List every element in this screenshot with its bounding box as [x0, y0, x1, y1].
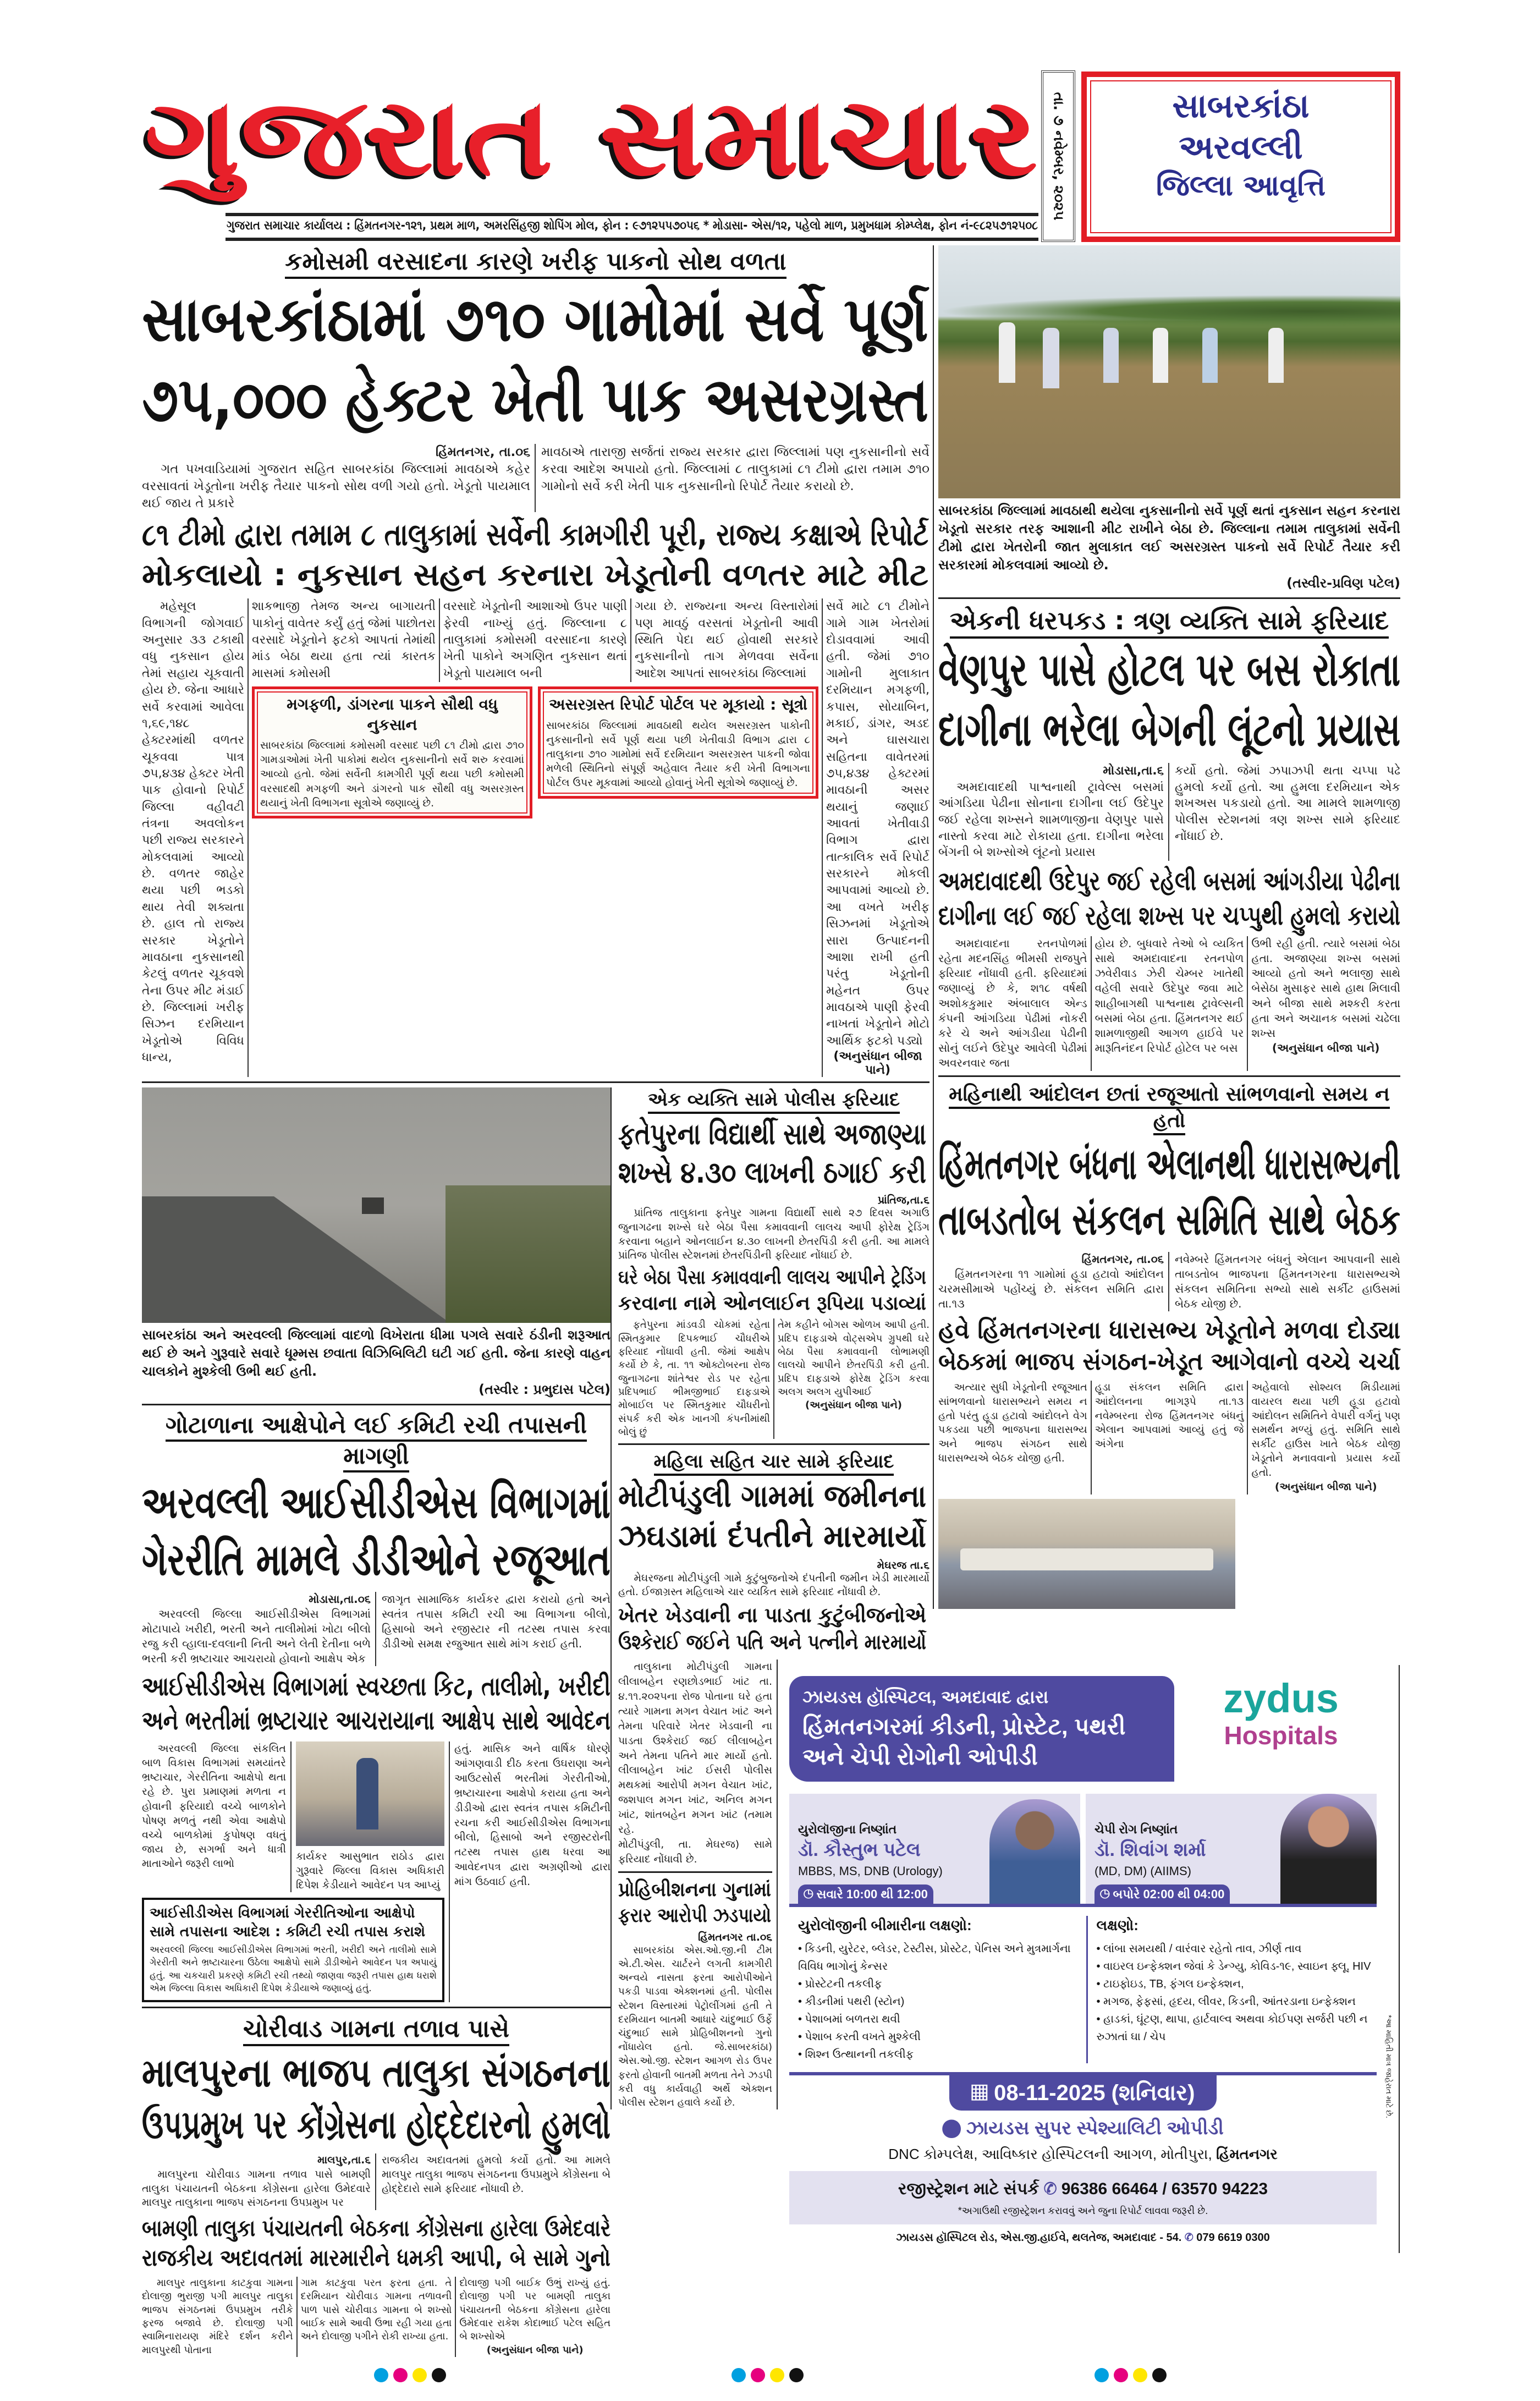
lead-column-1: મહેસૂલ વિભાગની જોગવાઈ અનુસાર ૩૩ ટકાથી વધુ નુકસાન હોય તેમાં સહાય ચૂકવાતી હોય છે. જેના આધારે સર્વે કરવામાં આવેલા ૧,૬૯,૧૪૮ હેક્ટરમાંથી વળતર ચૂકવવા પાત્ર ૭૫,૪૩૪ હેક્ટર ખેતી પાક હોવાનો રિપોર્ટ જિલ્લા વહીવટી તંત્રના અવલોકન પછી રાજ્ય સરકારને મોકલવામાં આવ્યો છે. વળતર જાહેર થયા પછી ભડકો થાય તેવી શક્યતા છે. હાલ તો રાજ્ય સરકાર ખેડૂતોને માવઠાના નુકસાનથી કેટલું વળતર ચૂકવશે તેના ઉપર મીટ મંડાઈ છે. જિલ્લામાં ખરીફ સિઝન દરમિયાન ખેડૂતોએ વિવિધ ધાન્ય, [142, 600, 244, 1065]
fraud-subhead-2: કરવાના નામે ઓનલાઈન રૂપિયા પડાવ્યાં [618, 1292, 926, 1315]
edition-line-1: સાબરકાંઠા [1172, 87, 1310, 125]
registration-note: *અગાઉથી રજીસ્ટ્રેશન કરાવવું અને જુના રિપોર્ટ લાવવા જરૂરી છે. [958, 2205, 1208, 2216]
malpur-column-2: ગામ કાટકુવા પરત ફરતા હતા. તે દરમિયાન ચોરીવાડ ગામના તળાવની પાળ પાસે ચોરીવાડ ગામના બે શખ્સો બાઈક સામે આવી ઉભા રહી ગયા હતા અને દોલાજી પગીને રોકી રાખ્યા હતા. [298, 2277, 457, 2357]
icds-kicker: ગોટાળાના આક્ષેપોને લઈ કમિટી રચી તપાસની માગણી [166, 1411, 587, 1473]
malpur-headline-1: માલપુરના ભાજપ તાલુકા સંગઠનના [142, 2050, 610, 2096]
symptoms-right [1088, 1916, 1377, 2063]
fraud-kicker: એક વ્યક્તિ સામે પોલીસ ફરિયાદ [648, 1089, 900, 1114]
robbery-story [938, 603, 1400, 1071]
doctor-card-2 [1086, 1794, 1377, 1904]
icds-intro-2: જાગૃત સામાજિક કાર્યકર દ્વારા કરાયો હતો અને સ્વતંત્ર તપાસ કમિટી રચી આ વિભાગના બીલો, હિસાબો અને રજીસ્ટાર ની તટસ્થ તપાસ કરવા ડીડીઓ સમક્ષ રજુઆત સાથે માંગ કરાઈ હતી. [382, 1592, 610, 1650]
robbery-dateline: મોડાસા,તા.૬ [1103, 764, 1164, 778]
doctor-1-name: ડૉ. કૌસ્તુભ પટેલ [798, 1839, 921, 1861]
reg-mark-black [432, 2368, 446, 2382]
robbery-column-1: અમદાવાદના રતનપોળમાં રહેતા મદનસિંહ ભીમસી રાજપુતે ફરિયાદ નોંધાવી હતી. ફરિયાદમાં જણાવ્યું છે કે, શ૧૮ વર્ષથી અશોકકુમાર અંબાલાલ એન્ડ કંપની આંગડિયા પેઢીમાં નોકરી કરે ચે અને આંગડીયા પેઢીની સોનું લઈને ઉદેપુર આવેલી પેઢીમાં અવરનવાર જતા [938, 936, 1087, 1070]
lead-headline-1: સાબરકાંઠામાં ૭૧૦ ગામોમાં સર્વે પૂર્ણ [142, 284, 928, 356]
doctor-1-role: યુરોલૉજીના નિષ્ણાંત [798, 1822, 897, 1837]
ad-address [789, 2144, 1377, 2164]
box-report-portal [538, 686, 818, 798]
symptoms-right-title: લક્ષણો: [1096, 1917, 1138, 1934]
icds-inquiry-box [142, 1898, 444, 2002]
edition-line-2: અરવલ્લી [1179, 128, 1303, 167]
assault-subhead-1: ખેતર ખેડવાની ના પાડતા કુટુંબીજનોએ [618, 1602, 926, 1627]
fraud-headline-2: શખ્સે ૪.૩૦ લાખની ઠગાઈ કરી [618, 1155, 926, 1190]
zydus-hospital-ad [784, 1665, 1400, 2253]
icds-intro-1: અરવલ્લી જિલ્લા આઈસીડીએસ વિભાગમાં મોટાપાયે ખરીદી, ભરતી અને તાલીમોમાં ખોટા બીલો રજુ કરી વ્હાલા-દવલાની નિતી અને લેતી દેતીના બળે ભરતી કરી ભ્રષ્ટાચાર આચરાયો હોવાનો આક્ષેપ એક [142, 1607, 371, 1665]
icds-memorandum-photo [296, 1741, 444, 1846]
bandh-subhead-2: બેઠકમાં ભાજપ સંગઠન-ખેડૂત આગેવાનો વચ્ચે ચર્ચા [938, 1347, 1400, 1376]
icds-headline-2: ગેરરીતિ મામલે ડીડીઓને રજૂઆત [142, 1534, 610, 1585]
lead-column-5: સર્વે માટે ૮૧ ટીમોને ગામે ગામ ખેતરોમાં દોડાવવામાં આવી હતી. જેમાં ૭૧૦ ગામોની મુલાકાત દરમિયાન મગફળી, કપાસ, સોયાબિન, મકાઈ, ડાંગર, અડદ અને ઘાસચારા સહિતના વાવેતરમાં ૭૫,૪૩૪ હેક્ટરમાં માવઠાની અસર થયાનું જણાઈ આવતાં ખેતીવાડી વિભાગ દ્વારા તાત્કાલિક સર્વે રિપોર્ટ સરકારને મોકલી આપવામાં આવ્યો છે. આ વખતે ખરીફ સિઝનમાં ખેડૂતોએ સારા ઉત્પાદનની આશા રાખી હતી પરંતુ ખેડૂતોની મહેનત ઉપર માવઠાએ પાણી ફેરવી નાખતાં ખેડૂતોને મોટો આર્થિક ફટકો પડ્યો [826, 600, 930, 1048]
ad-registration-panel [789, 2171, 1377, 2224]
reg-mark-yellow [770, 2368, 784, 2382]
lead-headline-2: ૭૫,૦૦૦ હેક્ટર ખેતી પાક અસરગ્રસ્ત [142, 364, 928, 436]
doctor-2-time-badge [1094, 1884, 1230, 1904]
fog-photo-caption: સાબરકાંઠા અને અરવલ્લી જિલ્લામાં વાદળો વિખેરાતા ધીમા પગલે સવારે ઠંડીની શરૂઆત થઈ છે અને ગુરૂવારે સવારે ધૂમ્મસ છવાતા વિઝિબિલિટી ઘટી ગઈ હતી. જેના કારણે વાહન ચાલકોને મુશ્કેલી ઉભી થઈ હતી. [142, 1327, 610, 1380]
lead-story [142, 245, 930, 1077]
reg-mark-cyan [1094, 2368, 1109, 2382]
reg-mark-yellow [1133, 2368, 1147, 2382]
bandh-kicker: મહિનાથી આંદોલન છતાં રજૂઆતો સાંભળવાનો સમય ન હતો [949, 1083, 1390, 1136]
malpur-intro-1: માલપુરના ચોરીવાડ ગામના તળાવ પાસે બામણી તાલુકા પંચાયતની બેઠકના કોંગ્રેસના હારેલા ઉમેદવારે માલપુર તાલુકાના ભાજપ સંગઠનના ઉપપ્રમુખ પર [142, 2168, 371, 2209]
ad-venue [789, 2116, 1377, 2141]
fraud-dateline: પ્રાંતિજ,તા.૬ [877, 1194, 930, 1207]
prohibition-dateline: હિંમતનગર તા.૦૬ [698, 1931, 772, 1943]
prohibition-headline-2: ફરાર આરોપી ઝડપાયો [618, 1904, 771, 1927]
symptoms-left-title: યુરોલૉજીની બીમારીના લક્ષણો: [798, 1917, 972, 1934]
ad-address-text: DNC કોમ્પલેક્ષ, આવિષ્કાર હોસ્પિટલની આગળ, મોતીપુરા, [888, 2146, 1212, 2163]
bandh-column-2: હૂડા સંકલન સમિતિ દ્વારા આંદોલનના ભાગરૂપે તા.૧૩ નવેમ્બરના રોજ હિંમતનગર બંધનું એલાન આપવામાં આવ્યું હતું જે અંગેના [1094, 1381, 1244, 1451]
robbery-column-3: ઉભી રહી હતી. ત્યારે બસમાં બેઠા હતા. અજાણ્યા શખ્સ બસમાં આવ્યો હતો અને ભલાજી સાથે બેસેઠા મુસાફર સાથે હાથ મિલાવી અને બીજા સાથે મશ્કરી કરતા હતા અને અચાનક બસમાં ચઢેલા શખ્સ [1251, 936, 1401, 1040]
farm-photo-credit: (તસ્વીર-પ્રવિણ પટેલ) [1286, 575, 1400, 591]
doctor-card-1 [789, 1794, 1080, 1904]
ad-side-note [1382, 1962, 1395, 2171]
edition-box [1081, 72, 1400, 242]
bandh-story [938, 1081, 1400, 1609]
symptom-item: • પેશાબ કરતી વખતે મુશ્કેલી [798, 2030, 921, 2043]
bandh-column-3: અહેવાલો સોશ્યલ મિડીયામાં વાયરલ થયા પછી હૂડા હટાવો આંદોલન સમિતિને વેપારી વર્ગનું પણ સમર્થન મળ્યું હતું. સમિતિ સાથે સર્કીટ હાઉસ ખાતે બેઠક યોજી ખેડૂતોને મનાવવાનો પ્રયાસ કર્યો હતો. [1251, 1381, 1401, 1479]
lead-kicker: કમોસમી વરસાદના કારણે ખરીફ પાકનો સોથ વળતા [285, 248, 786, 279]
prohibition-text: સાબરકાંઠા એસ.ઓ.જી.ની ટીમ એ.ટી.એસ. ચાર્ટરને લગતી કામગીરી અન્વયે નાસતા ફરતા આરોપીઓને પકડી પાડવા એક્શનમાં હતી. પોલીસ સ્ટેશન વિસ્તારમાં પેટ્રોલીંગમાં હતી તે દરમિયાન બાતમી આધારે ચાંદુભાઈ ઉર્ફે ચંદુભાઈ સામે પ્રોહિબીશનનો ગુનો નોંધાયેલ હતો. જે.સાબરકાંઠા) એસ.ઓ.જી. સ્ટેશન આગળ રોડ ઉપર ફરતો હોવાની બાતમી મળતા તેને ઝડપી કરી વધુ કાર્યવાહી અર્થે એક્શન પોલીસ સ્ટેશન હવાલે કર્યો છે. [618, 1944, 772, 2108]
robbery-intro-1: અમદાવાદથી પાશ્વનાથી ટ્રાવેલ્સ બસમાં આંગડિયા પેઢીના સોનાના દાગીના લઈ ઉદેપુર જઈ રહેલા શખ્સને શામળાજીના વેણપુર પાસે નાસ્તો કરવા માટે રોકાયા હતા. દાગીના ભરેલા બેંગની બે શખ્સોએ લૂંટનો પ્રયાસ [938, 780, 1164, 860]
fraud-column-1: ફતેપુરના માંડવડી ચોકમાં રહેતા સ્મિતકુમાર દિપકભાઈ ચૌધરીએ ફરિયાદ નોંધાવી હતી. જેમાં આક્ષેપ કર્યો છે કે, તા. ૧૧ ઓક્ટોબરના રોજ જુનાગઢના શાંતેશ્વર રોડ પર રહેતા પ્રદિપભાઈ ભીમજીભાઈ દાફડાએ મોબાઈલ પર સ્મિતકુમાર ચૌધરીનો સંપર્ક કરી એક ખાનગી કંપનીમાંથી બોલું છું [618, 1319, 770, 1438]
symptom-item: • કિડની, યુરેટર, બ્લેડર, ટેસ્ટીસ, પ્રોસ્ટેટ, પેનિસ અને મુત્રમાર્ગના વિવિધ ભાગોનું કેન્સર [798, 1942, 1071, 1973]
symptom-item: • કીડનીમાં પથરી (સ્ટોન) [798, 1995, 905, 2008]
prohibition-headline-1: પ્રોહિબીશનના ગુનામાં [618, 1878, 771, 1902]
date-strip [1041, 70, 1075, 242]
icds-subhead-2: અને ભરતીમાં ભ્રષ્ટાચાર આચરાયાના આક્ષેપ સાથે આવેદન [142, 1705, 610, 1737]
reg-mark-cyan [732, 2368, 746, 2382]
icds-column-1: અરવલ્લી જિલ્લા સંકલિત બાળ વિકાસ વિભાગમાં સમયાંતરે ભ્રષ્ટાચાર, ગેરરીતિના આક્ષેપો થતા રહે છે. પુરા પ્રમાણમાં મળતા ન હોવાની ફરિયાદો વચ્ચે બાળકોને પોષણ મળતું નથી એવા આક્ષેપો વચ્ચે બાળકોમાં કુપોષણ વધતું જાય છે, સગર્ભા અને ધાત્રી માતાઓને જરૂરી લાભો [142, 1742, 286, 1870]
lead-intro-2: માવઠાએ તારાજી સર્જતાં રાજ્ય સરકાર દ્વારા જિલ્લામાં પણ નુકસાનીનો સર્વે કરવા આદેશ અપાયો હતો. જિલ્લામાં ૮ તાલુકામાં ૮૧ ટીમો દ્વારા તમામ ૭૧૦ ગામોનો સર્વે કરી ખેતી પાક નુકસાનીનો રિપોર્ટ તૈયાર કરાયો છે. [541, 444, 930, 493]
assault-intro: મેઘરજના મોટીપંડુલી ગામે કુટુંબુજનોએ દંપતીની જમીન ખેડી મારમાર્યો હતો. ઈજાગ્રસ્ત મહિલાએ ચાર વ્યકિત સામે ફરિયાદ નોંધાવી છે. [618, 1572, 930, 1598]
reg-mark-yellow [413, 2368, 427, 2382]
box2-text: સાબરકાંઠા જિલ્લામાં માવઠાથી થયેલ અસરગ્રસ્ત પાકોની નુકસાનીનો સર્વે પૂર્ણ થયા પછી ખેતીવાડી વિભાગ દ્વારા ૮ તાલુકાના ૭૧૦ ગામોમાં સર્વે દરમિયાન અસરગ્રસ્ત પાકની જોવા મળેલી સ્થિતિનો સંપૂર્ણ અહેવાલ તૈયાર કરી ખેતી વિભાગના પોર્ટલ ઉપર મૂકવામાં આવ્યો હોવાનું ખેતી સૂત્રોએ જણાવ્યું છે. [546, 719, 810, 789]
malpur-headline-2: ઉપપ્રમુખ પર કોંગ્રેસના હોદ્દેદારનો હુમલો [142, 2101, 610, 2147]
fog-road-photo [142, 1087, 610, 1323]
assault-column-1: તાલુકાના મોટીપંડુલી ગામના લીલાબહેન રણછોડભાઈ ખાંટ તા. ૪.૧૧.૨૦૨૫ના રોજ પોતાના ઘરે હતા ત્યારે ગામના મગન વેચાત ખાંટ અને તેમના પરિવારે ખેતર ખેડવાની ના પાડતા ઉશ્કેરાઈ જઈ લીલાબહેન અને તેમના પતિને માર માર્યો હતો. લીલાબહેન ખાંટ ઈસરી પોલીસ મથકમાં આરોપી મગન વેચાત ખાંટ, જશપાલ મગન ખાંટ, અનિલ મગન ખાંટ, શાંતબહેન મગન ખાંટ (તમામ રહે. [618, 1660, 772, 1836]
icds-headline-1: અરવલ્લી આઈસીડીએસ વિભાગમાં [142, 1476, 610, 1528]
malpur-continued: (અનુસંધાન બીજા પાને) [486, 2344, 584, 2356]
reg-mark-magenta [393, 2368, 408, 2382]
farm-photo-caption: સાબરકાંઠા જિલ્લામાં માવઠાથી થયેલા નુકસાનીનો સર્વે પૂર્ણ થતાં નુકસાન સહન કરનારા ખેડૂતો સરકાર તરફ આશાની મીટ રાખીને બેઠા છે. જિલ્લાના તમામ તાલુકામાં સર્વેની ટીમો દ્વારા ખેતરોની જાત મુલાકાત લઈ અસરગ્રસ્ત પાકનો સર્વે રિપોર્ટ તૈયાર કરી સરકારમાં મોકલવામાં આવ્યો છે. [938, 503, 1400, 573]
location-pin-icon: ⬤ [942, 2117, 966, 2139]
lead-column-4: ગયા છે. રાજ્યના અન્ય વિસ્તારોમાં પણ માવઠું વરસતાં ખેડૂતોની આવી સ્થિતિ પેદા થઈ હોવાથી સરકારે નુકસાનીનો તાગ મેળવવા સર્વેના આદેશ આપતાં સાબરકાંઠા જિલ્લામાં [635, 600, 818, 680]
lead-continued: (અનુસંધાન બીજા પાને) [833, 1050, 922, 1078]
ad-title-banner [789, 1676, 1174, 1782]
reg-mark-magenta [751, 2368, 765, 2382]
doctor-1-degree: MBBS, MS, DNB (Urology) [798, 1864, 943, 1878]
ad-address-city: હિંમતનગર [1216, 2146, 1278, 2163]
doctor-1-photo [989, 1799, 1080, 1904]
lead-column-2: શાકભાજી તેમજ અન્ય બાગાયતી પાકોનું વાવેતર કર્યું હતું જેમાં પાછોતરા વરસાદે ખેડૂતોને ફટકો આપતાં તેમાંથી માંડ બેઠા થયા હતા ત્યાં કારતક માસમાં કમોસમી [252, 598, 440, 682]
newspaper-title: ગુજરાત સમાચાર [144, 75, 1038, 200]
masthead-logo [144, 70, 1038, 211]
bandh-continued: (અનુસંધાન બીજા પાને) [1274, 1480, 1377, 1493]
symptom-item: • ટાઇફોઇડ, TB, ફંગલ ઇન્ફેક્શન, [1096, 1977, 1244, 1990]
doctor-2-degree: (MD, DM) (AIIMS) [1094, 1864, 1191, 1878]
malpur-column-1: માલપુર તાલુકાના કાટકુવા ગામના દોલાજી ભુરાજી પગી માલપુર તાલુકા ભાજપ સંગઠનમાં ઉપપ્રમુખ તરીકે ફરજ બજાવે છે. દોલાજી પગી સ્વામિનારાયણ મંદિરે દર્શન કરીને માલપુરથી પોતાના [142, 2277, 293, 2356]
symptom-item: • વાઇરલ ઇન્ફેક્શન જેવાં કે ડેન્ગ્યુ, કોવિડ-૧૯, સ્વાઇન ફ્લૂ, HIV [1096, 1960, 1371, 1973]
reg-mark-black [1152, 2368, 1167, 2382]
symptoms-left [789, 1916, 1088, 2063]
ad-date-badge [949, 2075, 1217, 2111]
reg-mark-black [789, 2368, 804, 2382]
doctor-2-name: ડૉ. શિવાંગ શર્મા [1094, 1839, 1206, 1861]
bandh-dateline: હિંમતનગર, તા.૦૬ [1081, 1252, 1164, 1266]
robbery-headline-2: દાગીના ભરેલા બેગની લૂંટનો પ્રયાસ [938, 702, 1400, 756]
malpur-kicker: ચોરીવાડ ગામના તળાવ પાસે [243, 2015, 509, 2046]
fraud-story [618, 1087, 930, 1439]
registration-marks [0, 2368, 1540, 2382]
reg-mark-magenta [1114, 2368, 1128, 2382]
bandh-headline-1: હિંમતનગર બંધના એલાનથી ધારાસભ્યની [938, 1139, 1400, 1189]
footer-phone: 079 6619 0300 [1196, 2232, 1270, 2244]
footer-address: ઝાયડસ હૉસ્પિટલ રોડ, એસ.જી.હાઈવે, થલતેજ, અમદાવાદ - 54. [896, 2232, 1182, 2244]
phone-icon: ✆ [1184, 2232, 1197, 2244]
icds-box-text: અરવલ્લી જિલ્લા આઈસીડીએસ વિભાગમાં ભરતી, ખરીદી અને તાલીમો સામે ગેરરીતી અને ભ્રષ્ટાચારના ઉઠેલા આક્ષેપો સામે ડીડીઓને આવેદન પત્ર અપાયું હતું. આ ચકચારી પ્રકરણે કમિટી રચી તથ્યો જાણવા જરૂરી તપાસ હાથ ધરાશે એમ જિલ્લા વિકાસ અધિકારી દિપેશ કેડીયાએ જણાવ્યું હતું. [150, 1944, 437, 1995]
robbery-intro-2: કર્યો હતો. જેમાં ઝપાઝપી થતા ચપ્પા પઢે હુમલો કર્યો હતો. આ હુમલા દરમિયાન એક શખઅસ પકડાયો હતો. આ મામલે શામળાજી પોલીસ સ્ટેશનમાં ત્રણ શખ્સ સામે ફરિયાદ નોંધાઈ છે. [1175, 764, 1400, 843]
side-note-text: *આ માહિતી માત્ર જાહેરાત માટે છે. [1384, 2014, 1394, 2118]
bandh-subhead-1: હવે હિંમતનગરના ધારાસભ્ય ખેડૂતોને મળવા દોડ્યા [938, 1316, 1400, 1344]
bandh-intro-2: નવેમ્બરે હિંમતનગર બંધનું એલાન આપવાની સાથે તાબડતોબ ભાજપના હિંમતનગરના ધારાસભ્યએ સંકલન સમિતિના સભ્યો સાથે સર્કીટ હાઉસમાં બેઠક યોજી છે. [1175, 1252, 1400, 1310]
assault-story [618, 1449, 930, 1656]
symptom-item: • પેશાબમાં બળતરા થવી [798, 2013, 900, 2025]
icds-box-title: આઈસીડીએસ વિભાગમાં ગેરરીતિઓના આક્ષેપો સામે તપાસના આદેશ : કમિટી રચી તપાસ કરાશે [150, 1905, 426, 1941]
malpur-dateline: માલપુર,તા.૬ [317, 2154, 371, 2167]
issue-date: તા. ૭ નવેમ્બર, ૨૦૨૫ [1050, 92, 1067, 221]
assault-headline-2: ઝઘડામાં દંપતીને મારમાર્યો [618, 1518, 926, 1554]
robbery-subhead-1: અમદાવાદથી ઉદેપુર જઈ રહેલી બસમાં આંગડીયા પેઢીના [938, 866, 1400, 897]
lead-intro-1: ગત પખવાડિયામાં ગુજરાત સહિત સાબરકાંઠા જિલ્લામાં માવઠાએ કહેર વરસાવતાં ખેડૂતોના ખરીફ તૈયાર પાકનો સોથ વળી ગયો હતો. ખેડૂતો પાયમાલ થઈ જાય તે પ્રકારે [142, 461, 530, 510]
ad-title-1: હિંમતનગરમાં કીડની, પ્રોસ્ટેટ, પથરી [802, 1713, 1126, 1740]
bandh-column-1: અત્યાર સુધી ખેડૂતોની રજૂઆત સાંભળવાનો ધારાસભ્યને સમય ન હતો પરંતુ હૂડા હટાવો આંદોલને વેગ પકડયા પછી ભાજપના ધારાસભ્ય અને ભાજપ સંગઠન સાથે ધારાસભ્યએ બેઠક યોજી હતી. [938, 1381, 1087, 1465]
doctor-2-time: બપોરે 02:00 થી 04:00 [1113, 1887, 1225, 1901]
box2-title: અસરગ્રસ્ત રિપોર્ટ પોર્ટલ પર મૂકાયો : સૂત્રો [548, 695, 808, 714]
symptom-item: • શિશ્ન ઉત્થાનની તકલીફ [798, 2048, 914, 2061]
malpur-intro-2: રાજકીય અદાવતમાં હુમલો કર્યો હતો. આ મામલે માલપુર તાલુકા ભાજપ સંગઠનના ઉપપ્રમુખે કોંગ્રેસના બે હોદ્દેદારો સામે ફરિયાદ નોંધાવી છે. [382, 2154, 610, 2195]
malpur-column-3: દોલાજી પગી બાઈક ઉભું રાખ્યું હતું. દોલાજી પગી પર બામણી તાલુકા પંચાયતની બેઠકના કોંગ્રેસના હારેલા ઉમેદવાર રાકેશ કોદાભાઈ પટેલ સહિત બે શખ્સોએ [459, 2277, 611, 2343]
lead-column-3: વરસાદે ખેડૂતોની આશાઓ ઉપર પાણી ફેરવી નાખ્યું હતું. જિલ્લાના ૮ તાલુકામાં કમોસમી વરસાદના કારણે ખેતી પાકોને અગણિત નુકસાન થતાં ખેડૂતો પાયમાલ બની [440, 598, 631, 682]
malpur-story [142, 2013, 610, 2357]
malpur-subhead-2: રાજકીય અદાવતમાં મારમારીને ધમકી આપી, બે સામે ગુનો [142, 2244, 610, 2272]
registration-phones: 96386 66464 / 63570 94223 [1061, 2179, 1268, 2198]
bandh-intro-1: હિંમતનગરના ૧૧ ગામોમાં હૂડા હટાવો આંદોલન ચરમસીમાએ પહોંચ્યું છે. સંકલન સમિતિ દ્વારા તા.૧૩ [938, 1267, 1164, 1310]
fraud-headline-1: ફતેપુરના વિદ્યાર્થી સાથે અજાણ્યા [618, 1116, 926, 1151]
assault-dateline: મેઘરજ તા.૬ [877, 1559, 930, 1572]
fraud-intro: પ્રાંતિજ તાલુકાના ફતેપુર ગામના વિદ્યાર્થી સાથે ૨૭ દિવસ અગાઉ જુનાગઢના શખ્સે ઘરે બેઠા પૈસા કમાવવાની લાલચ આપી ફોરેક્ષ ટ્રેડિંગ કરવાના બહાને ઓનલાઈન ૪.૩૦ લાખની છેતરપિંડી કરી હતી. આ મામલે પ્રાંતિજ પોલીસ સ્ટેશનમાં છેતરપિંડીની ફરિયાદ નોંધાઈ છે. [618, 1207, 930, 1262]
doctor-2-role: ચેપી રોગ નિષ્ણાંત [1094, 1822, 1178, 1837]
icds-subhead-1: આઈસીડીએસ વિભાગમાં સ્વચ્છતા કિટ, તાલીમો, ખરીદી [142, 1671, 610, 1702]
icds-column-2: કાર્યકર આસુભાત રાઠોડ દ્વારા ગુરૂવારે જિલ્લા વિકાસ અધિકારી દિપેશ કેડીયાને આવેદન પત્ર આપ્યું [296, 1850, 444, 1892]
fraud-continued: (અનુસંધાન બીજા પાને) [805, 1399, 902, 1411]
box1-title: મગફળી, ડાંગરના પાકને સૌથી વધુ નુકસાન [287, 695, 498, 734]
doctor-1-time: સવારે 10:00 થી 12:00 [816, 1887, 928, 1901]
prohibition-story [618, 1877, 772, 2109]
clock-icon: ◷ [804, 1887, 817, 1901]
doctor-1-time-badge [798, 1884, 933, 1904]
box-groundnut-damage [252, 686, 532, 818]
zydus-logo [1185, 1676, 1377, 1751]
icds-story [142, 1410, 610, 2002]
calendar-icon: ▦ [971, 2080, 994, 2105]
edition-line-3: જિલ્લા આવૃત્તિ [1156, 169, 1326, 202]
assault-subhead-2: ઉશ્કેરાઈ જઈને પતિ અને પત્નીને મારમાર્યો [618, 1630, 926, 1655]
zydus-logo-sub: Hospitals [1224, 1721, 1338, 1750]
office-address [227, 218, 1038, 237]
robbery-subhead-2: દાગીના લઈ જઈ રહેલા શખ્સ પર ચપ્પુથી હુમલો કરાયો [938, 900, 1400, 931]
robbery-kicker: એકની ધરપકડ : ત્રણ વ્યક્તિ સામે ફરિયાદ [950, 606, 1389, 639]
fog-photo-credit: (તસ્વીર : પ્રભુદાસ પટેલ) [479, 1382, 610, 1398]
malpur-subhead-1: બામણી તાલુકા પંચાયતની બેઠકના કોંગ્રેસના હારેલા ઉમેદવારે [142, 2214, 610, 2241]
icds-column-3: હતું. માસિક અને વાર્ષિક ધોરણે આંગણવાડી દીઠ કરતા ઉઘરાણા અને આઉટસોર્સ ભરતીમાં ગેરરીતીઓ, ભ્રષ્ટાચારના આક્ષેપો કરાયા હતા અને ડીડીઓ દ્વારા સ્વતંત્ર તપાસ કમિટીની રચના કરી આઈસીડીએસ વિભાગના બીલો, હિસાબો અને રજીસ્ટરોની તટસ્થ તપાસ હાથ ધરવા આ આવેદનપત્ર દ્વારા અગ્રણીઓ દ્વારા માંગ ઉઠવાઈ હતી. [454, 1742, 610, 1888]
robbery-headline-1: વેણપુર પાસે હોટલ પર બસ રોકાતા [938, 642, 1400, 696]
icds-dateline: મોડાસા,તા.૦૬ [309, 1592, 371, 1606]
robbery-column-2: હોય છે. બુધવારે તેઓ બે વ્યકિત સાથે અમદાવાદના રતનપોળ ઝવેરીવાડ ઝેરી ચેમ્બર ખાતેથી વહેલી સવારે ઉદેપુર જવા માટે શાહીબાગથી પાશ્વનાથ ટ્રાવેલ્સની બસમાં બેઠા હતા. હિંમતનગર થઈ શામળાજીથી આગળ હાઈવે પર મારૂતિનંદન રિપોર્ટ હોટેલ પર બસ [1092, 936, 1248, 1071]
zydus-logo-text: zydus [1223, 1675, 1339, 1721]
fraud-subhead-1: ઘરે બેઠા પૈસા કમાવવાની લાલચ આપીને ટ્રેડિંગ [618, 1266, 926, 1289]
ad-date: 08-11-2025 (શનિવાર) [994, 2080, 1195, 2105]
assault-kicker: મહિલા સહિત ચાર સામે ફરિયાદ [654, 1451, 894, 1476]
ad-intro: ઝાયડસ હૉસ્પિટલ, અમદાવાદ દ્વારા [802, 1686, 1049, 1707]
symptom-item: • હાડકાં, ઘૂંટણ, થાપા, હાર્ટવાલ્વ અથવા કોઈપણ સર્જરી પછી ન રુઝાતાં ઘા / ચેપ [1096, 2013, 1368, 2043]
symptom-item: • મગજ, ફેફસાં, હૃદય, લીવર, કિડની, આંતરડાના ઇન્ફેક્શન [1096, 1995, 1356, 2008]
ad-footer [789, 2230, 1377, 2245]
clock-icon: ◷ [1100, 1887, 1113, 1901]
ad-venue-name: ઝાયડસ સુપર સ્પેશ્યાલિટી ઓપીડી [966, 2117, 1224, 2139]
fraud-column-2: તેમ કહીને બોગસ ઓળખ આપી હતી. પ્રદિપ દાફડાએ વોટ્સએપ ગ્રુપથી ઘરે બેઠા પૈસા કમાવવાની લોભામણી લાલચો આપીને છેતરપિંડી કરી હતી. પ્રદિપ દાફડાએ ફોરેક્ષ ટ્રેડિંગ કરવા અલગ અલગ યુપીઆઈ [778, 1319, 930, 1398]
bandh-headline-2: તાબડતોબ સંકલન સમિતિ સાથે બેઠક [938, 1195, 1400, 1245]
farmers-field-photo [938, 245, 1400, 498]
robbery-continued: (અનુસંધાન બીજા પાને) [1272, 1041, 1380, 1055]
doctor-2-photo [1280, 1794, 1377, 1904]
lead-dateline: હિંમતનગર, તા.૦૬ [436, 444, 530, 459]
symptom-item: • લાંબા સમયથી / વારંવાર રહેતો તાવ, ઝીર્ણ તાવ [1096, 1942, 1302, 1955]
box1-text: સાબરકાંઠા જિલ્લામાં કમોસમી વરસાદ પછી ૮૧ ટીમો દ્વારા ૭૧૦ ગામડાઓમાં ખેતી પાકોમાં થયેલ નુકસાનીનો સર્વે શરુ કરવામાં આવ્યો હતો. જેમાં સર્વેની કામગીરી પૂર્ણ થયા પછી કમોસમી વરસાદથી મગફળી અને ડાંગરનો પાક સૌથી વધુ અસરગ્રસ્ત થયાનું ખેતી વિભાગના સૂત્રોએ જણાવ્યું છે. [260, 739, 524, 809]
meeting-photo [938, 1499, 1235, 1609]
assault-headline-1: મોટીપંડુલી ગામમાં જમીનના [618, 1479, 926, 1515]
phone-icon: ✆ [1043, 2179, 1062, 2198]
ad-title-2: અને ચેપી રોગોની ઓપીડી [802, 1743, 1038, 1770]
symptom-item: • પ્રોસ્ટેટની તકલીફ [798, 1977, 882, 1990]
registration-label: રજીસ્ટ્રેશન માટે સંપર્ક [898, 2179, 1040, 2198]
lead-subhead-1: ૮૧ ટીમો દ્વારા તમામ ૮ તાલુકામાં સર્વેની કામગીરી પૂરી, રાજ્ય કક્ષાએ રિપોર્ટ [142, 517, 928, 553]
assault-column-2: મોટીપંડુલી, તા. મેઘરજ) સામે ફરિયાદ નોંધાવી છે. [618, 1838, 772, 1866]
reg-mark-cyan [374, 2368, 388, 2382]
address-text: ગુજરાત સમાચાર કાર્યાલય : હિંમતનગર-૧૨૧, પ્રથમ માળ, અમરસિંહજી શોપિંગ મોલ, ફોન : ૯૭૧૨૫૫૭૦૫૬ * મોડાસા- એસ/૧૨, પહેલો માળ, પ્રમુખધામ કોમ્પ્લેક્ષ, ફોન નં-૯૮૨૫૭૧૨૫૦૮ [227, 219, 1038, 233]
lead-subhead-2: મોકલાયો : નુકસાન સહન કરનારા ખેડૂતોની વળતર માટે મીટ [142, 557, 929, 593]
